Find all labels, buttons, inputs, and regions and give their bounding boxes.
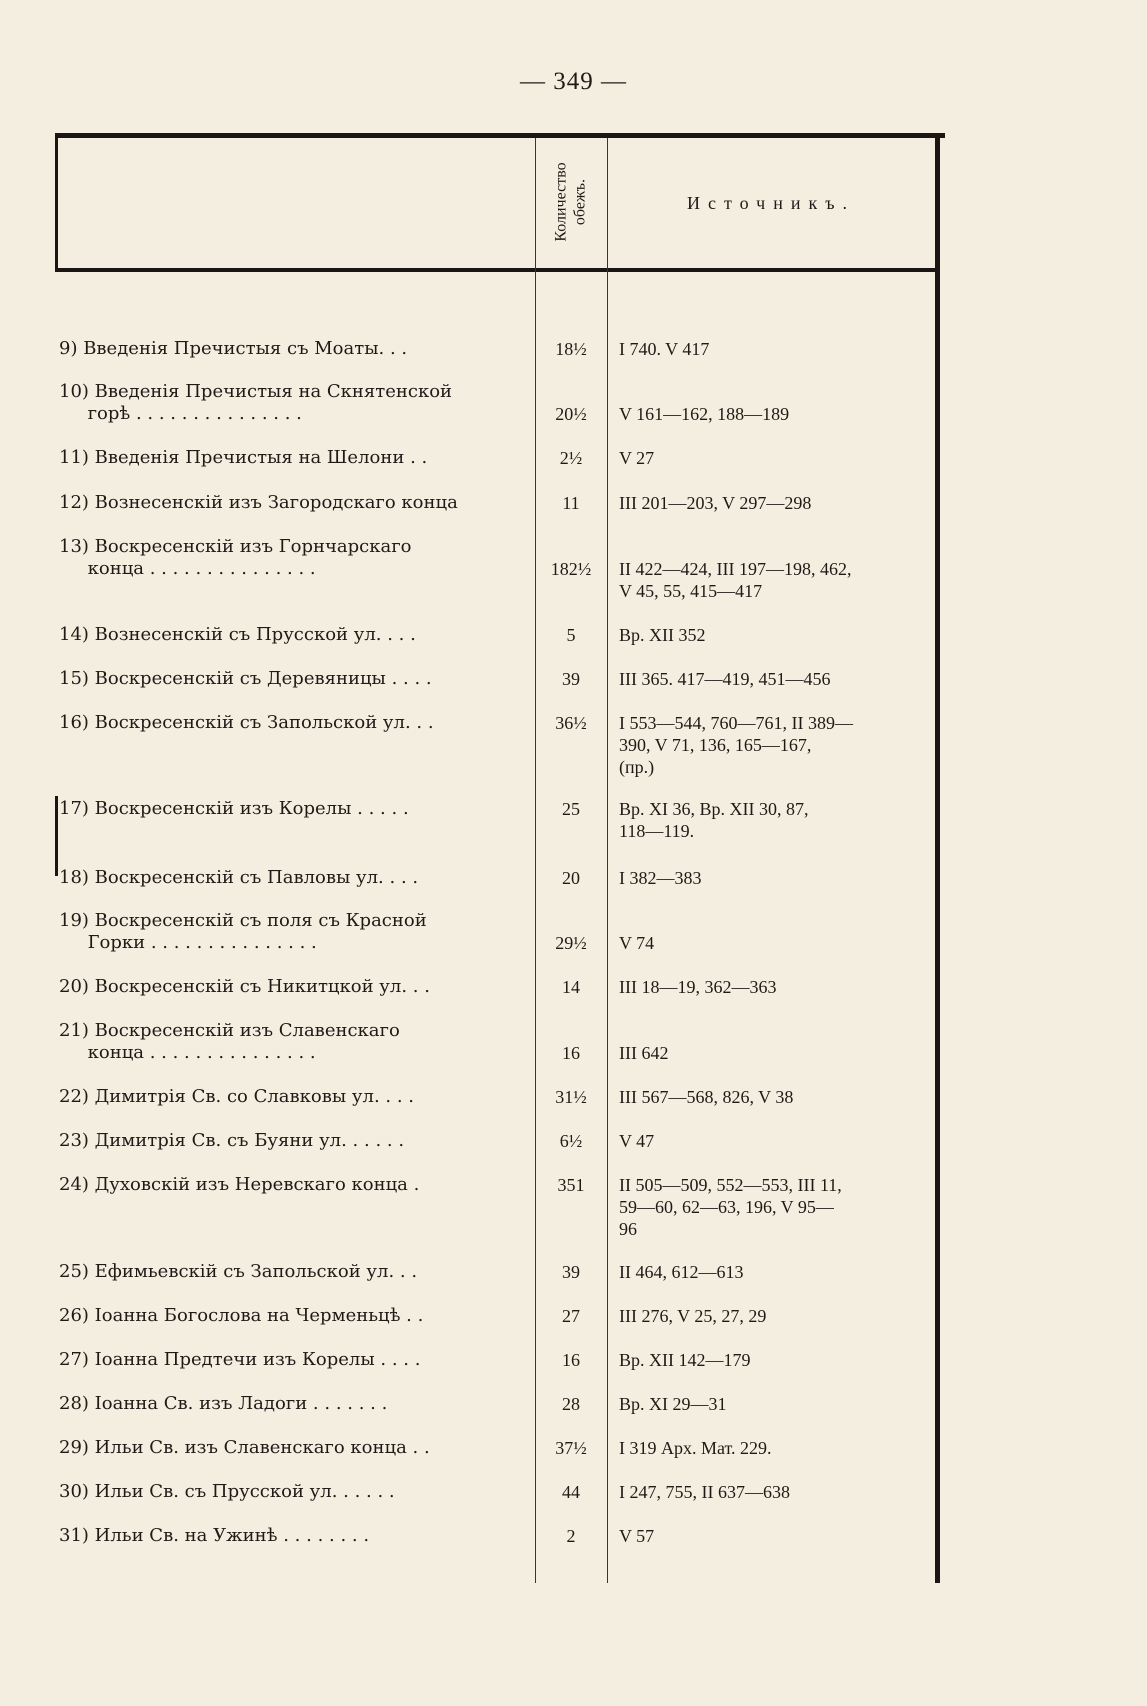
church-name: 27) Іоанна Предтечи изъ Корелы . . . . — [59, 1349, 421, 1370]
church-name: 15) Воскресенскій съ Деревяницы . . . . — [59, 668, 432, 689]
source-reference: V 74 — [619, 933, 655, 953]
source-reference: Вр. XII 142—179 — [619, 1350, 751, 1370]
obzha-count: 27 — [562, 1306, 580, 1326]
source-reference: II 464, 612—613 — [619, 1262, 744, 1282]
church-name: 18) Воскресенскій съ Павловы ул. . . . — [59, 867, 419, 888]
obzha-count: 18½ — [555, 339, 587, 359]
source-reference: V 57 — [619, 1526, 655, 1546]
obzha-count: 25 — [562, 799, 580, 819]
table-top-rule — [55, 133, 945, 138]
source-reference: III 201—203, V 297—298 — [619, 493, 812, 513]
obzha-count: 29½ — [555, 933, 587, 953]
church-name: 26) Іоанна Богослова на Черменьцѣ . . — [59, 1305, 424, 1326]
church-name: 20) Воскресенскій съ Никитцкой ул. . . — [59, 976, 430, 997]
source-reference: V 47 — [619, 1131, 655, 1151]
obzha-count: 39 — [562, 669, 580, 689]
source-reference: III 567—568, 826, V 38 — [619, 1087, 794, 1107]
source-reference: II 422—424, III 197—198, 462, V 45, 55, 415—417 — [619, 559, 852, 601]
header-quantity-line1: Количество — [553, 162, 571, 242]
source-reference: III 18—19, 362—363 — [619, 977, 777, 997]
source-reference: Вр. XII 352 — [619, 625, 706, 645]
obzha-count: 20 — [562, 868, 580, 888]
obzha-count: 6½ — [559, 1131, 583, 1151]
source-reference: III 365. 417—419, 451—456 — [619, 669, 831, 689]
church-name: 25) Ефимьевскій съ Запольской ул. . . — [59, 1261, 418, 1282]
source-reference: I 740. V 417 — [619, 339, 710, 359]
church-name: 10) Введенія Пречистыя на Скнятенской горѣ . . . . . . . . . . . . . . . — [59, 381, 453, 424]
obzha-count: 16 — [562, 1350, 580, 1370]
obzha-count: 20½ — [555, 404, 587, 424]
church-name: 22) Димитрія Св. со Славковы ул. . . . — [59, 1086, 414, 1107]
obzha-count: 2½ — [559, 448, 583, 468]
church-name: 17) Воскресенскій изъ Корелы . . . . . — [59, 798, 409, 819]
obzha-count: 37½ — [555, 1438, 587, 1458]
church-name: 19) Воскресенскій съ поля съ Красной Горки . . . . . . . . . . . . . . . — [59, 910, 427, 953]
church-name: 24) Духовскій изъ Неревскаго конца . — [59, 1174, 420, 1195]
header-source: Источникъ. — [686, 193, 856, 213]
church-name: 31) Ильи Св. на Ужинѣ . . . . . . . . — [59, 1525, 370, 1546]
header-quantity-line2: обежъ. — [572, 178, 590, 226]
church-name: 16) Воскресенскій съ Запольской ул. . . — [59, 712, 434, 733]
page-number: — 349 — — [520, 68, 627, 95]
church-name: 9) Введенія Пречистыя съ Моаты. . . — [59, 338, 408, 359]
church-name: 21) Воскресенскій изъ Славенскаго конца . . . . . . . . . . . . . . . — [59, 1020, 400, 1063]
column-divider-quantity — [607, 138, 608, 1583]
church-name: 13) Воскресенскій изъ Горнчарскаго конца . . . . . . . . . . . . . . . — [59, 536, 412, 579]
church-name: 11) Введенія Пречистыя на Шелони . . — [59, 447, 428, 468]
table-header-rule — [55, 268, 939, 272]
obzha-count: 31½ — [555, 1087, 587, 1107]
source-reference: I 553—544, 760—761, II 389— 390, V 71, 136, 165—167, (пр.) — [619, 713, 853, 777]
source-reference: III 642 — [619, 1043, 669, 1063]
source-reference: V 161—162, 188—189 — [619, 404, 790, 424]
table-right-border — [935, 133, 940, 1583]
obzha-count: 16 — [562, 1043, 580, 1063]
source-reference: I 382—383 — [619, 868, 702, 888]
source-reference: Вр. XI 36, Вр. XII 30, 87, 118—119. — [619, 799, 809, 841]
church-name: 30) Ильи Св. съ Прусской ул. . . . . . — [59, 1481, 395, 1502]
obzha-count: 39 — [562, 1262, 580, 1282]
source-reference: V 27 — [619, 448, 655, 468]
church-name: 23) Димитрія Св. съ Буяни ул. . . . . . — [59, 1130, 405, 1151]
obzha-count: 11 — [562, 493, 580, 513]
obzha-count: 36½ — [555, 713, 587, 733]
table-left-border — [55, 133, 58, 270]
header-quantity — [537, 137, 605, 267]
obzha-count: 44 — [562, 1482, 580, 1502]
source-reference: III 276, V 25, 27, 29 — [619, 1306, 767, 1326]
church-name: 28) Іоанна Св. изъ Ладоги . . . . . . . — [59, 1393, 388, 1414]
table-left-border-fragment — [55, 796, 58, 876]
church-table — [55, 133, 945, 1583]
source-reference: I 319 Арх. Мат. 229. — [619, 1438, 772, 1458]
source-reference: I 247, 755, II 637—638 — [619, 1482, 790, 1502]
obzha-count: 351 — [557, 1175, 585, 1195]
column-divider-name — [535, 138, 536, 1583]
obzha-count: 2 — [566, 1526, 576, 1546]
obzha-count: 182½ — [550, 559, 592, 579]
source-reference: II 505—509, 552—553, III 11, 59—60, 62—63, 196, V 95— 96 — [619, 1175, 842, 1239]
source-reference: Вр. XI 29—31 — [619, 1394, 727, 1414]
obzha-count: 28 — [562, 1394, 580, 1414]
obzha-count: 5 — [566, 625, 576, 645]
church-name: 29) Ильи Св. изъ Славенскаго конца . . — [59, 1437, 430, 1458]
church-name: 14) Вознесенскій съ Прусской ул. . . . — [59, 624, 416, 645]
church-name: 12) Вознесенскій изъ Загородскаго конца — [59, 492, 458, 513]
obzha-count: 14 — [562, 977, 580, 997]
